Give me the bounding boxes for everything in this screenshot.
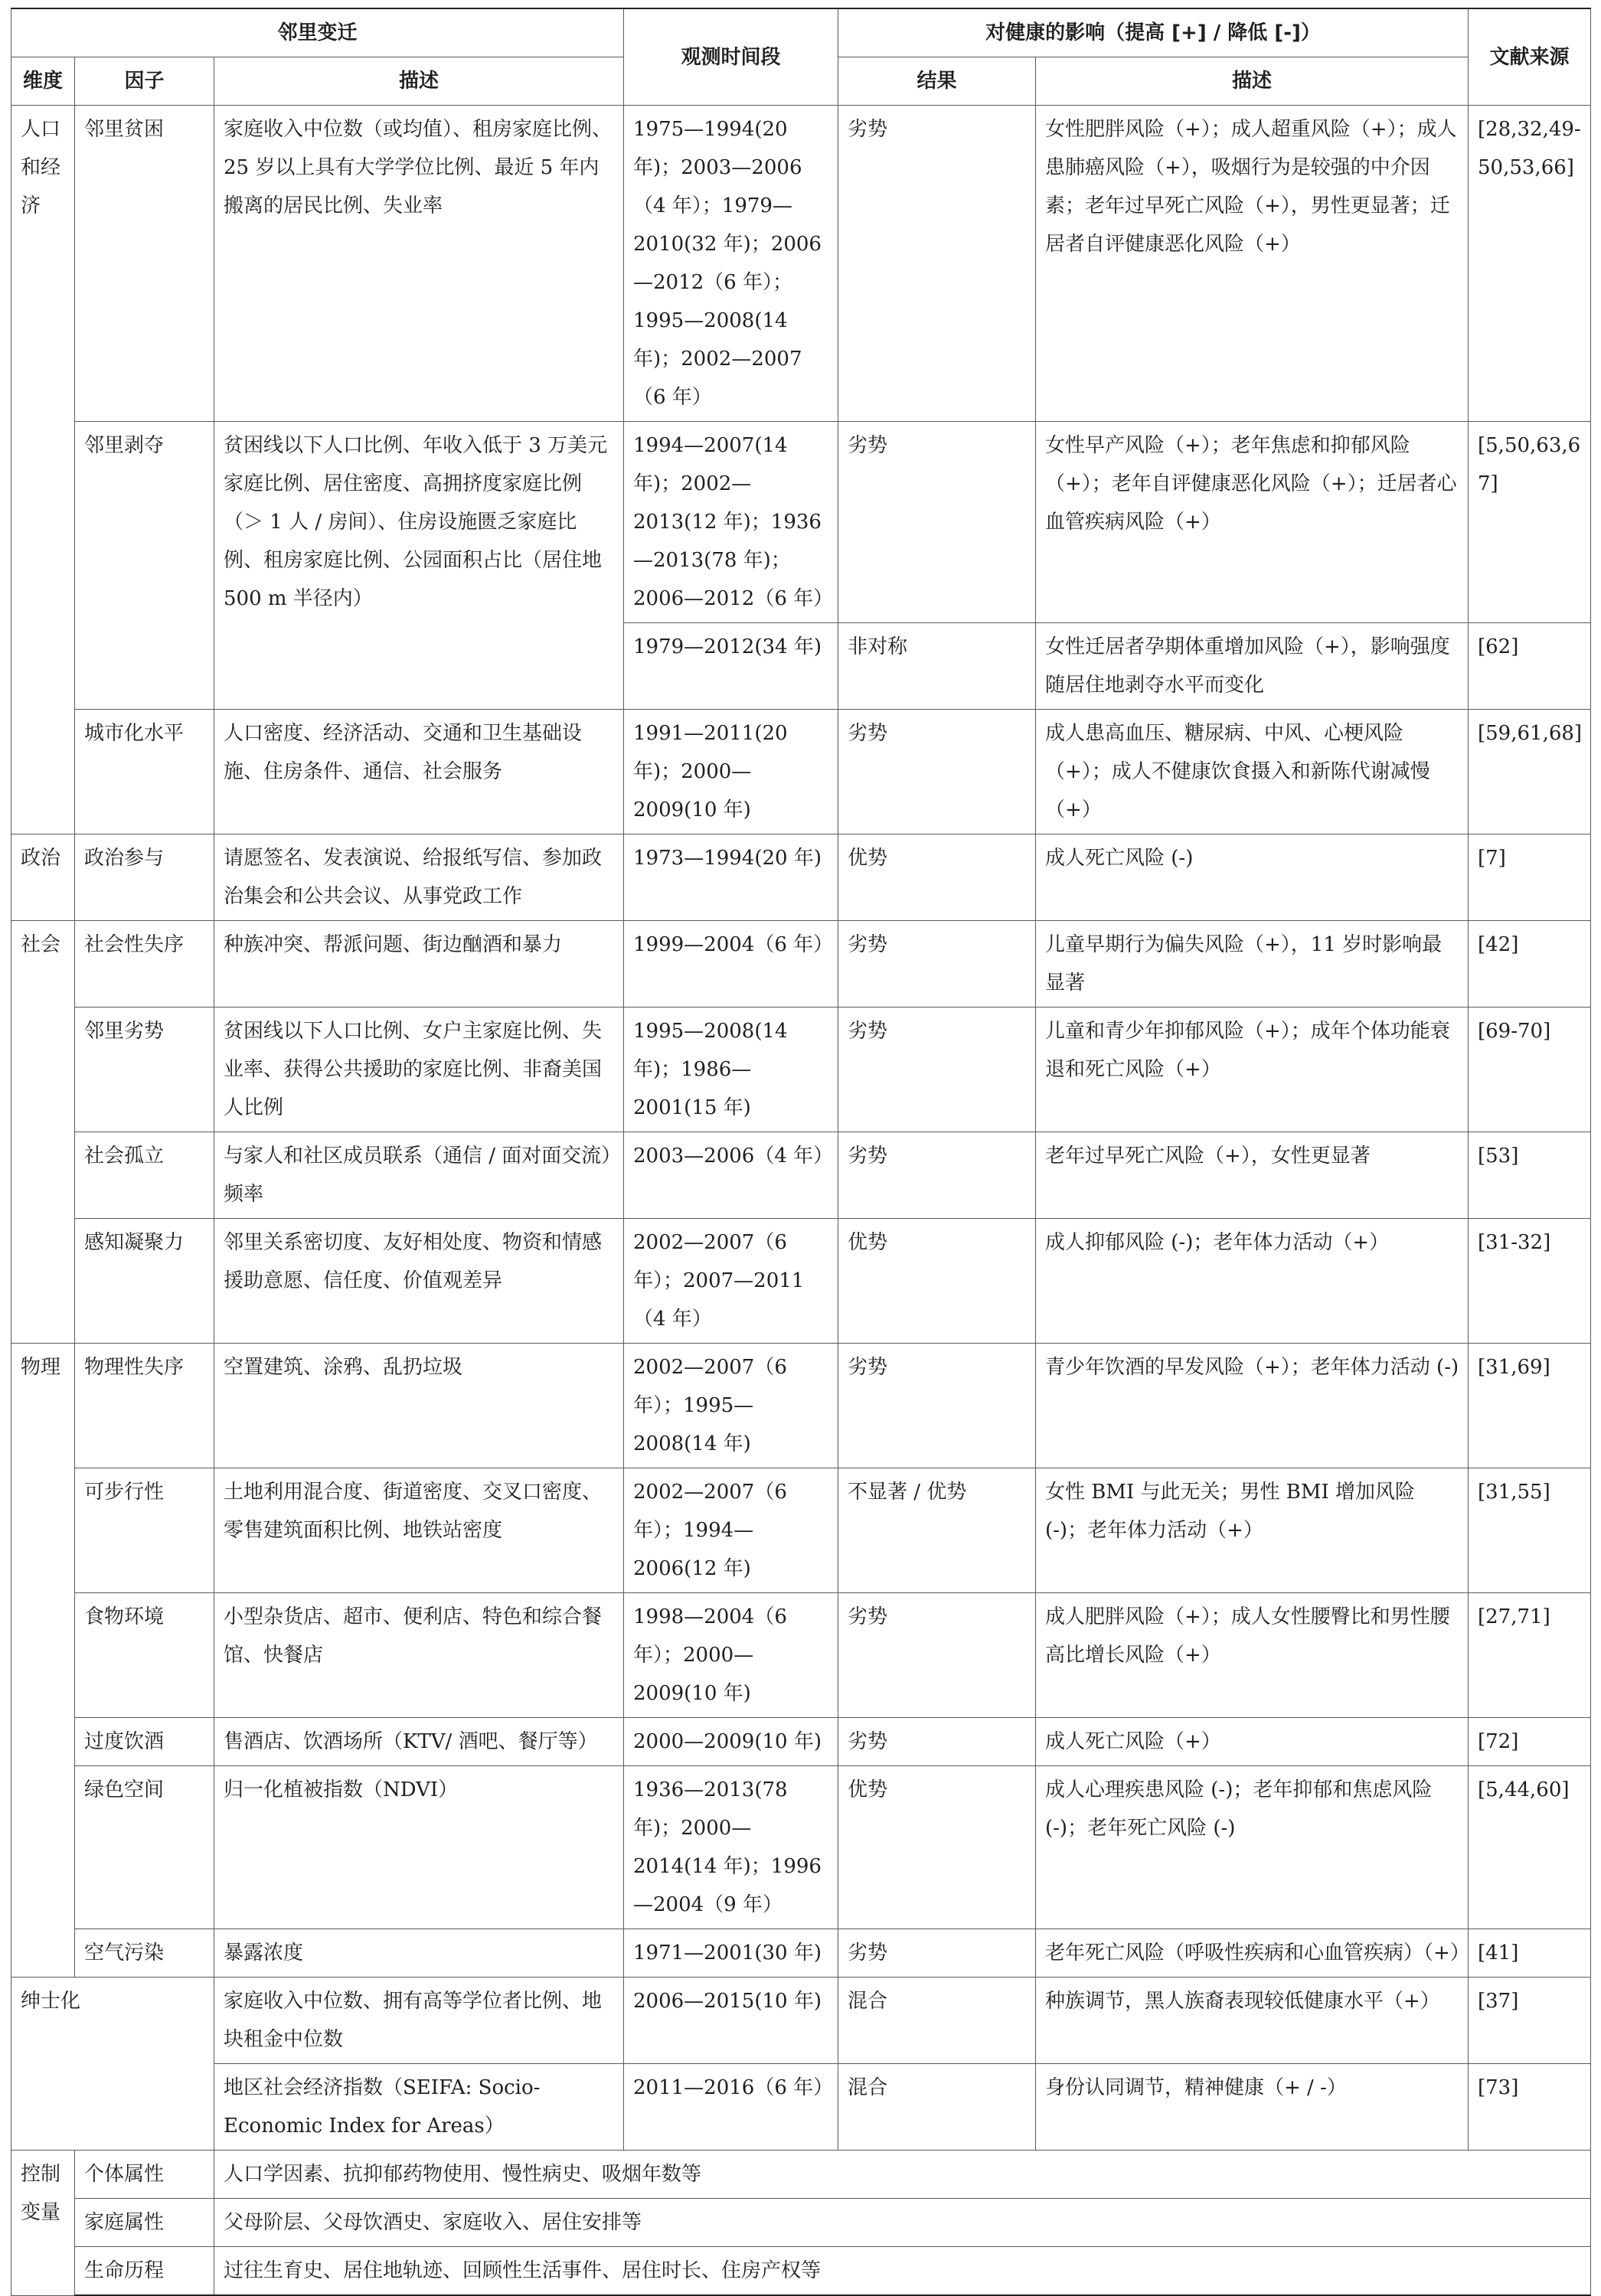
description-cell: 售酒店、饮酒场所（KTV/ 酒吧、餐厅等）: [214, 1718, 624, 1766]
reference-cell: [42]: [1469, 921, 1591, 1008]
period-cell: 2002—2007（6 年）；1995—2008(14 年): [624, 1344, 838, 1468]
result-cell: 混合: [838, 2064, 1036, 2151]
result-cell: 劣势: [838, 921, 1036, 1008]
reference-cell: [5,44,60]: [1469, 1766, 1591, 1929]
header-result: 结果: [838, 57, 1036, 106]
factor-cell: 社会孤立: [75, 1132, 214, 1219]
table-body: [11, 106, 1591, 2296]
table-row: [11, 710, 1591, 834]
period-cell: 1994—2007(14 年)；2002—2013(12 年)；1936—2013(78 年)；2006—2012（6 年）: [624, 422, 838, 623]
factor-cell: 城市化水平: [75, 710, 214, 834]
reference-cell: [5,50,63,67]: [1469, 422, 1591, 623]
result-cell: 非对称: [838, 623, 1036, 710]
description-cell: 种族冲突、帮派问题、街边酗酒和暴力: [214, 921, 624, 1008]
dimension-cell: 控制变量: [11, 2151, 75, 2296]
description-cell: 归一化植被指数（NDVI）: [214, 1766, 624, 1929]
header-source: 文献来源: [1469, 8, 1591, 106]
effect-cell: 女性肥胖风险（+）；成人超重风险（+）；成人患肺癌风险（+），吸烟行为是较强的中介因素；老年过早死亡风险（+），男性更显著；迁居者自评健康恶化风险（+）: [1036, 106, 1469, 422]
factor-cell: 邻里劣势: [75, 1008, 214, 1132]
factor-cell: 邻里贫困: [75, 106, 214, 422]
description-cell: 贫困线以下人口比例、年收入低于 3 万美元家庭比例、居住密度、高拥挤度家庭比例（＞ 1 人 / 房间）、住房设施匮乏家庭比例、租房家庭比例、公园面积占比（居住地 500 m 半径内）: [214, 422, 624, 710]
result-cell: 优势: [838, 1219, 1036, 1344]
table-row: [11, 106, 1591, 422]
result-cell: 劣势: [838, 1344, 1036, 1468]
control-description-cell: 父母阶层、父母饮酒史、家庭收入、居住安排等: [214, 2199, 1591, 2247]
effect-cell: 成人死亡风险 (-): [1036, 834, 1469, 921]
reference-cell: [28,32,49-50,53,66]: [1469, 106, 1591, 422]
header-description: 描述: [214, 57, 624, 106]
factor-cell: 物理性失序: [75, 1344, 214, 1468]
header-factor: 因子: [75, 57, 214, 106]
reference-cell: [31-32]: [1469, 1219, 1591, 1344]
reference-cell: [7]: [1469, 834, 1591, 921]
factor-cell: 可步行性: [75, 1468, 214, 1593]
header-neighborhood-change: 邻里变迁: [11, 8, 624, 57]
result-cell: 劣势: [838, 422, 1036, 623]
period-cell: 1995—2008(14 年)；1986—2001(15 年): [624, 1008, 838, 1132]
result-cell: 不显著 / 优势: [838, 1468, 1036, 1593]
period-cell: 1973—1994(20 年): [624, 834, 838, 921]
reference-cell: [62]: [1469, 623, 1591, 710]
reference-cell: [72]: [1469, 1718, 1591, 1766]
table-row: [11, 1766, 1591, 1929]
period-cell: 1936—2013(78 年)；2000—2014(14 年)；1996—2004（9 年）: [624, 1766, 838, 1929]
effect-cell: 老年过早死亡风险（+），女性更显著: [1036, 1132, 1469, 1219]
effect-cell: 儿童早期行为偏失风险（+），11 岁时影响最显著: [1036, 921, 1469, 1008]
table-row: [11, 2247, 1591, 2296]
result-cell: 劣势: [838, 1132, 1036, 1219]
effect-cell: 成人死亡风险（+）: [1036, 1718, 1469, 1766]
effect-cell: 身份认同调节，精神健康（+ / -）: [1036, 2064, 1469, 2151]
header-period: 观测时间段: [624, 8, 838, 106]
table-row: [11, 2064, 1591, 2151]
table-row: [11, 1718, 1591, 1766]
dimension-cell: 物理: [11, 1344, 75, 1978]
description-cell: 空置建筑、涂鸦、乱扔垃圾: [214, 1344, 624, 1468]
effect-cell: 青少年饮酒的早发风险（+）；老年体力活动 (-): [1036, 1344, 1469, 1468]
period-cell: 1971—2001(30 年): [624, 1929, 838, 1978]
effect-cell: 成人心理疾患风险 (-)；老年抑郁和焦虑风险 (-)；老年死亡风险 (-): [1036, 1766, 1469, 1929]
reference-cell: [73]: [1469, 2064, 1591, 2151]
factor-cell: 空气污染: [75, 1929, 214, 1978]
factor-cell: 家庭属性: [75, 2199, 214, 2247]
reference-cell: [59,61,68]: [1469, 710, 1591, 834]
effect-cell: 女性 BMI 与此无关；男性 BMI 增加风险 (-)；老年体力活动（+）: [1036, 1468, 1469, 1593]
description-cell: 土地利用混合度、街道密度、交叉口密度、零售建筑面积比例、地铁站密度: [214, 1468, 624, 1593]
dimension-cell: 绅士化: [11, 1978, 214, 2151]
effect-cell: 女性早产风险（+）；老年焦虑和抑郁风险（+）；老年自评健康恶化风险（+）；迁居者心血管疾病风险（+）: [1036, 422, 1469, 623]
table-row: [11, 1468, 1591, 1593]
period-cell: 2002—2007（6 年）；2007—2011（4 年）: [624, 1219, 838, 1344]
table-row: [11, 1132, 1591, 1219]
result-cell: 优势: [838, 1766, 1036, 1929]
reference-cell: [31,55]: [1469, 1468, 1591, 1593]
table-row: [11, 2199, 1591, 2247]
table-row: [11, 921, 1591, 1008]
effect-cell: 成人患高血压、糖尿病、中风、心梗风险（+）；成人不健康饮食摄入和新陈代谢减慢（+）: [1036, 710, 1469, 834]
table-row: [11, 834, 1591, 921]
description-cell: 家庭收入中位数、拥有高等学位者比例、地块租金中位数: [214, 1978, 624, 2064]
description-cell: 小型杂货店、超市、便利店、特色和综合餐馆、快餐店: [214, 1593, 624, 1718]
description-cell: 人口密度、经济活动、交通和卫生基础设施、住房条件、通信、社会服务: [214, 710, 624, 834]
table-row: [11, 1219, 1591, 1344]
reference-cell: [69-70]: [1469, 1008, 1591, 1132]
table-row: [11, 422, 1591, 623]
factor-cell: 政治参与: [75, 834, 214, 921]
period-cell: 1991—2011(20 年)；2000—2009(10 年): [624, 710, 838, 834]
result-cell: 劣势: [838, 1593, 1036, 1718]
result-cell: 劣势: [838, 1929, 1036, 1978]
period-cell: 1999—2004（6 年）: [624, 921, 838, 1008]
header-effect-description: 描述: [1036, 57, 1469, 106]
dimension-cell: 社会: [11, 921, 75, 1344]
description-cell: 暴露浓度: [214, 1929, 624, 1978]
dimension-cell: 人口和经济: [11, 106, 75, 834]
description-cell: 地区社会经济指数（SEIFA: Socio-Economic Index for Areas）: [214, 2064, 624, 2151]
factor-cell: 个体属性: [75, 2151, 214, 2199]
reference-cell: [53]: [1469, 1132, 1591, 1219]
table-row: [11, 1929, 1591, 1978]
table-row: [11, 1008, 1591, 1132]
reference-cell: [41]: [1469, 1929, 1591, 1978]
description-cell: 家庭收入中位数（或均值）、租房家庭比例、25 岁以上具有大学学位比例、最近 5 年内搬离的居民比例、失业率: [214, 106, 624, 422]
table-row: [11, 1978, 1591, 2064]
effect-cell: 儿童和青少年抑郁风险（+）；成年个体功能衰退和死亡风险（+）: [1036, 1008, 1469, 1132]
period-cell: 1979—2012(34 年): [624, 623, 838, 710]
table-row: [11, 1344, 1591, 1468]
header-health-effect: 对健康的影响（提高 [+] / 降低 [-]）: [838, 8, 1469, 57]
period-cell: 2000—2009(10 年): [624, 1718, 838, 1766]
result-cell: 混合: [838, 1978, 1036, 2064]
description-cell: 贫困线以下人口比例、女户主家庭比例、失业率、获得公共援助的家庭比例、非裔美国人比例: [214, 1008, 624, 1132]
effect-cell: 成人肥胖风险（+）；成人女性腰臀比和男性腰高比增长风险（+）: [1036, 1593, 1469, 1718]
result-cell: 优势: [838, 834, 1036, 921]
control-description-cell: 过往生育史、居住地轨迹、回顾性生活事件、居住时长、住房产权等: [214, 2247, 1591, 2296]
factor-cell: 感知凝聚力: [75, 1219, 214, 1344]
description-cell: 与家人和社区成员联系（通信 / 面对面交流）频率: [214, 1132, 624, 1219]
period-cell: 1998—2004（6 年）；2000—2009(10 年): [624, 1593, 838, 1718]
factor-cell: 食物环境: [75, 1593, 214, 1718]
period-cell: 2003—2006（4 年）: [624, 1132, 838, 1219]
table-row: [11, 1593, 1591, 1718]
table-header: [11, 8, 1591, 106]
header-dimension: 维度: [11, 57, 75, 106]
factor-cell: 绿色空间: [75, 1766, 214, 1929]
result-cell: 劣势: [838, 710, 1036, 834]
table-row: [11, 2151, 1591, 2199]
control-description-cell: 人口学因素、抗抑郁药物使用、慢性病史、吸烟年数等: [214, 2151, 1591, 2199]
period-cell: 2006—2015(10 年): [624, 1978, 838, 2064]
reference-cell: [31,69]: [1469, 1344, 1591, 1468]
literature-table: [11, 8, 1591, 2296]
period-cell: 1975—1994(20 年)；2003—2006（4 年）；1979—2010(32 年)；2006—2012（6 年）；1995—2008(14 年)；2002—2007（6 年）: [624, 106, 838, 422]
effect-cell: 种族调节，黑人族裔表现较低健康水平（+）: [1036, 1978, 1469, 2064]
period-cell: 2011—2016（6 年）: [624, 2064, 838, 2151]
result-cell: 劣势: [838, 1718, 1036, 1766]
effect-cell: 老年死亡风险（呼吸性疾病和心血管疾病）（+）: [1036, 1929, 1469, 1978]
factor-cell: 生命历程: [75, 2247, 214, 2296]
description-cell: 邻里关系密切度、友好相处度、物资和情感援助意愿、信任度、价值观差异: [214, 1219, 624, 1344]
period-cell: 2002—2007（6 年）；1994—2006(12 年): [624, 1468, 838, 1593]
reference-cell: [37]: [1469, 1978, 1591, 2064]
description-cell: 请愿签名、发表演说、给报纸写信、参加政治集会和公共会议、从事党政工作: [214, 834, 624, 921]
result-cell: 劣势: [838, 1008, 1036, 1132]
factor-cell: 过度饮酒: [75, 1718, 214, 1766]
reference-cell: [27,71]: [1469, 1593, 1591, 1718]
result-cell: 劣势: [838, 106, 1036, 422]
factor-cell: 邻里剥夺: [75, 422, 214, 710]
factor-cell: 社会性失序: [75, 921, 214, 1008]
effect-cell: 女性迁居者孕期体重增加风险（+），影响强度随居住地剥夺水平而变化: [1036, 623, 1469, 710]
effect-cell: 成人抑郁风险 (-)；老年体力活动（+）: [1036, 1219, 1469, 1344]
dimension-cell: 政治: [11, 834, 75, 921]
